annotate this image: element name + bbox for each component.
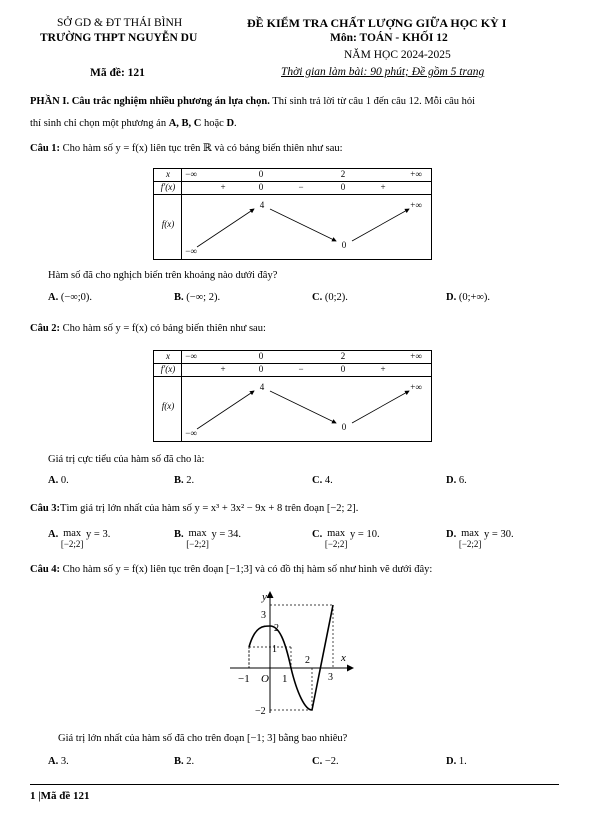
q1-text: Cho hàm số y = f(x) liên tục trên ℝ và có bảng biến thiên như sau: [60, 143, 343, 154]
q2-question: Giá trị cực tiểu của hàm số đã cho là: [48, 454, 205, 465]
y-axis-label: y [262, 591, 267, 603]
q4-option-d[interactable] [446, 756, 467, 767]
t2-s0: + [220, 364, 226, 374]
part1-text2: thí sinh chỉ chọn một phương án [30, 118, 169, 129]
q4-d-text: 1. [458, 756, 467, 767]
q1-c-text: (0;2). [324, 292, 348, 303]
q1-b-text: (−∞; 2). [186, 292, 221, 303]
t1-x0: −∞ [185, 169, 197, 179]
q3-option-a[interactable] [48, 529, 110, 550]
q1-option-c[interactable] [312, 292, 348, 303]
q2-a-key: A. [48, 475, 59, 486]
t1-x1: 0 [258, 169, 264, 179]
t2-arrows [154, 351, 431, 441]
q4-a-key: A. [48, 756, 59, 767]
q3-b-key: B. [174, 529, 184, 540]
subject: Môn: TOÁN - KHỐI 12 [330, 32, 448, 44]
footer-divider [30, 784, 559, 785]
part1-abc: A, B, C [168, 118, 202, 129]
t2-x-label: x [166, 351, 170, 361]
q4-function-graph [225, 588, 360, 718]
q1-a-text: (−∞;0). [60, 292, 93, 303]
t1-x3: +∞ [410, 169, 422, 179]
label-x1: 1 [282, 673, 288, 685]
q1-label: Câu 1: [30, 143, 61, 154]
q2-option-a[interactable] [48, 475, 69, 486]
t2-f-label: f(x) [161, 401, 175, 411]
label-x-minus1: −1 [238, 673, 250, 685]
q1-stem [30, 142, 343, 154]
t1-f-minusinf: −∞ [185, 246, 197, 256]
q4-option-b[interactable] [174, 756, 194, 767]
t1-s3: 0 [340, 182, 346, 192]
t2-x3: +∞ [410, 351, 422, 361]
t1-f-min: 0 [341, 240, 347, 250]
t2-x2: 2 [340, 351, 346, 361]
q4-label: Câu 4: [30, 564, 61, 575]
q3-label: Câu 3: [30, 503, 61, 514]
q4-stem [30, 564, 432, 575]
t1-s1: 0 [258, 182, 264, 192]
t2-f-plusinf: +∞ [410, 382, 422, 392]
school-name: TRƯỜNG THPT NGUYỄN DU [40, 32, 198, 44]
t1-x2: 2 [340, 169, 346, 179]
q4-b-key: B. [174, 756, 184, 767]
q2-option-c[interactable] [312, 475, 333, 486]
q3-d-sub: [−2;2] [458, 539, 482, 549]
label-origin: O [261, 673, 269, 685]
q3-a-max: max [63, 528, 82, 539]
school-year: NĂM HỌC 2024-2025 [344, 49, 451, 61]
part1-text4: . [234, 118, 237, 129]
page-footer: 1 |Mã đề 121 [30, 790, 90, 802]
q4-a-text: 3. [60, 756, 69, 767]
t1-s0: + [220, 182, 226, 192]
part1-d: D [226, 118, 235, 129]
label-y2: 2 [274, 623, 279, 634]
q3-c-max: max [327, 528, 346, 539]
q3-b-max: max [188, 528, 207, 539]
q2-b-key: B. [174, 475, 184, 486]
q2-option-d[interactable] [446, 475, 467, 486]
part1-text1: Thí sinh trả lời từ câu 1 đến câu 12. Mỗi câu hỏi [269, 96, 476, 107]
t1-x-label: x [166, 169, 170, 179]
q1-a-key: A. [48, 292, 59, 303]
t2-f-min: 0 [341, 422, 347, 432]
t1-fp-label: f′(x) [160, 182, 176, 192]
q1-c-key: C. [312, 292, 323, 303]
part1-title: PHẦN I. Câu trắc nghiệm nhiều phương án lựa chọn. [30, 96, 270, 107]
q2-d-key: D. [446, 475, 457, 486]
t1-s2: − [298, 182, 304, 192]
q3-d-text: y = 30. [484, 529, 514, 540]
part1-text3: hoặc [201, 118, 227, 129]
q4-c-text: −2. [324, 756, 339, 767]
q2-label: Câu 2: [30, 323, 61, 334]
q2-a-text: 0. [60, 475, 69, 486]
q2-option-b[interactable] [174, 475, 194, 486]
q3-d-max: max [461, 528, 480, 539]
q3-a-key: A. [48, 529, 59, 540]
q1-question: Hàm số đã cho nghịch biến trên khoảng nào dưới đây? [48, 270, 278, 281]
q3-option-c[interactable] [312, 529, 380, 550]
q3-option-b[interactable] [174, 529, 241, 550]
t1-f-max: 4 [259, 200, 265, 210]
label-y3: 3 [261, 610, 266, 621]
label-y-minus2: −2 [255, 706, 266, 717]
q3-d-key: D. [446, 529, 457, 540]
q3-b-text: y = 34. [211, 529, 242, 540]
q2-b-text: 2. [186, 475, 195, 486]
part1-line1 [30, 96, 475, 107]
q4-question: Giá trị lớn nhất của hàm số đã cho trên đoạn [−1; 3] bằng bao nhiêu? [58, 733, 348, 744]
t1-f-plusinf: +∞ [410, 200, 422, 210]
q4-text: Cho hàm số y = f(x) liên tục trên đoạn [−1;3] và có đồ thị hàm số như hình vẽ dưới đây: [60, 564, 433, 575]
q1-b-key: B. [174, 292, 184, 303]
q4-option-a[interactable] [48, 756, 69, 767]
part1-line2 [30, 118, 237, 129]
t2-s4: + [380, 364, 386, 374]
variation-table-1 [153, 168, 432, 260]
q1-option-d[interactable] [446, 292, 490, 303]
q3-c-text: y = 10. [350, 529, 380, 540]
x-axis-label: x [341, 652, 346, 664]
t1-f-label: f(x) [161, 219, 175, 229]
q3-a-text: y = 3. [86, 529, 111, 540]
t1-arrows [154, 169, 431, 259]
label-x3: 3 [328, 672, 333, 683]
t2-s1: 0 [258, 364, 264, 374]
q2-d-text: 6. [458, 475, 467, 486]
exam-title: ĐỀ KIỂM TRA CHẤT LƯỢNG GIỮA HỌC KỲ I [247, 16, 507, 30]
q4-c-key: C. [312, 756, 323, 767]
t2-x1: 0 [258, 351, 264, 361]
time-info: Thời gian làm bài: 90 phút; Đề gồm 5 trang [281, 66, 485, 78]
q3-b-sub: [−2;2] [186, 539, 209, 549]
t2-fp-label: f′(x) [160, 364, 176, 374]
q3-option-d[interactable] [446, 529, 514, 550]
q1-option-b[interactable] [174, 292, 220, 303]
t2-s2: − [298, 364, 304, 374]
q2-c-key: C. [312, 475, 323, 486]
q3-a-sub: [−2;2] [60, 539, 84, 549]
q3-c-key: C. [312, 529, 323, 540]
variation-table-2 [153, 350, 432, 442]
q1-d-text: (0;+∞). [458, 292, 491, 303]
exam-code: Mã đề: 121 [90, 67, 145, 79]
q1-option-a[interactable] [48, 292, 92, 303]
q3-c-sub: [−2;2] [324, 539, 348, 549]
dept-name: SỞ GD & ĐT THÁI BÌNH [57, 17, 183, 29]
t2-f-max: 4 [259, 382, 265, 392]
q3-text: Tìm giá trị lớn nhất của hàm số y = x³ + 3x² − 9x + 8 trên đoạn [−2; 2]. [60, 503, 359, 514]
q4-b-text: 2. [186, 756, 195, 767]
label-x2: 2 [305, 655, 310, 666]
q2-text: Cho hàm số y = f(x) có bảng biến thiên như sau: [60, 323, 266, 334]
t2-x0: −∞ [185, 351, 197, 361]
q2-c-text: 4. [324, 475, 333, 486]
q2-stem [30, 323, 266, 334]
q1-d-key: D. [446, 292, 457, 303]
t2-s3: 0 [340, 364, 346, 374]
t1-s4: + [380, 182, 386, 192]
label-y1: 1 [272, 644, 277, 655]
t2-f-minusinf: −∞ [185, 428, 197, 438]
q4-option-c[interactable] [312, 756, 339, 767]
q3-stem [30, 503, 358, 514]
q4-d-key: D. [446, 756, 457, 767]
